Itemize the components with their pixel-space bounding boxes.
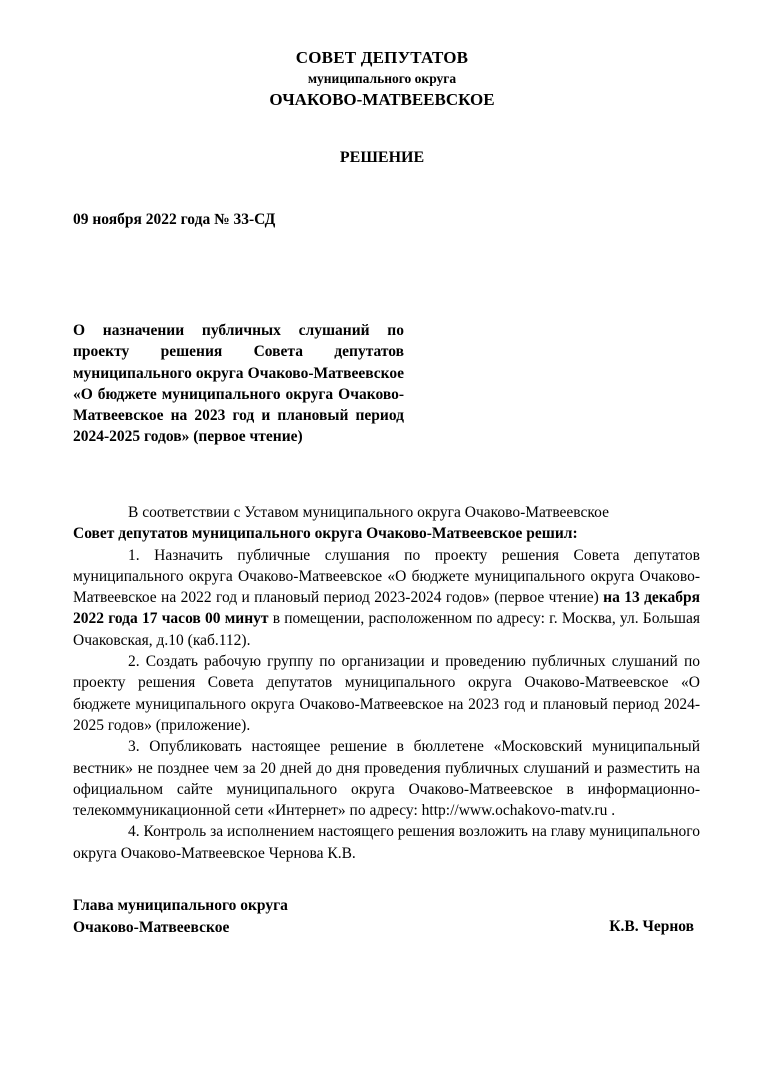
signature-title-line2: Очаково-Матвеевское — [73, 918, 230, 936]
item-1-datetime: на 13 декабря 2022 года 17 часов 00 минут — [73, 589, 700, 628]
decision-subject: О назначении публичных слушаний по проекту решения Совета депутатов муниципального округа Очаково-Матвеевское «О бюджете муниципального округа Очаково-Матвеевское на 2023 год и плановый период 2024-2025 годов» (первое чтение) — [73, 322, 404, 446]
preamble-resolved-paragraph — [73, 523, 700, 544]
item-1 — [73, 545, 700, 651]
council-title: СОВЕТ ДЕПУТАТОВ — [295, 48, 469, 67]
preamble-intro-text: В соответствии с Уставом муниципального округа Очаково-Матвеевское — [128, 504, 609, 521]
signature-block — [73, 895, 700, 938]
document-header — [0, 47, 764, 111]
district-line: муниципального округа — [307, 71, 457, 86]
item-3: 3. Опубликовать настоящее решение в бюллетене «Московский муниципальный вестник» не позднее чем за 20 дней до дня проведения публичных слушаний и разместить на официальном сайте муниципального округа Очаково-Матвеевское в информационно-телекоммуникационной сети «Интернет» по адресу: http://www.ochakovo-matv.ru . — [73, 738, 700, 820]
item-1-text-b: в помещении, расположенном по адресу: г. Москва, ул. Большая Очаковская, д.10 (каб.112). — [73, 610, 700, 649]
document-body — [73, 502, 700, 864]
item-4: 4. Контроль за исполнением настоящего решения возложить на главу муниципального округа Очаково-Матвеевское Чернова К.В. — [73, 823, 700, 862]
preamble-resolved: Совет депутатов муниципального округа Очаково-Матвеевское решил: — [73, 525, 578, 543]
district-name: ОЧАКОВО-МАТВЕЕВСКОЕ — [269, 90, 495, 109]
item-2: 2. Создать рабочую группу по организации и проведению публичных слушаний по проекту решения Совета депутатов муниципального округа Очаково-Матвеевское «О бюджете муниципального округа Очаково-Матвеевское на 2023 год и плановый период 2024-2025 годов» (приложение). — [73, 653, 700, 734]
item-1-text-a: 1. Назначить публичные слушания по проекту решения Совета депутатов муниципального округа Очаково-Матвеевское «О бюджете муниципального округа Очаково-Матвеевское на 2022 год и плановый период 2023-2024 годов» (первое чтение) — [73, 546, 700, 607]
signature-name: К.В. Чернов — [609, 918, 694, 935]
document-type: РЕШЕНИЕ — [339, 149, 425, 166]
preamble-intro — [73, 502, 700, 523]
signature-title-line1: Глава муниципального округа — [73, 897, 288, 914]
date-number: 09 ноября 2022 года № 33-СД — [73, 211, 276, 228]
